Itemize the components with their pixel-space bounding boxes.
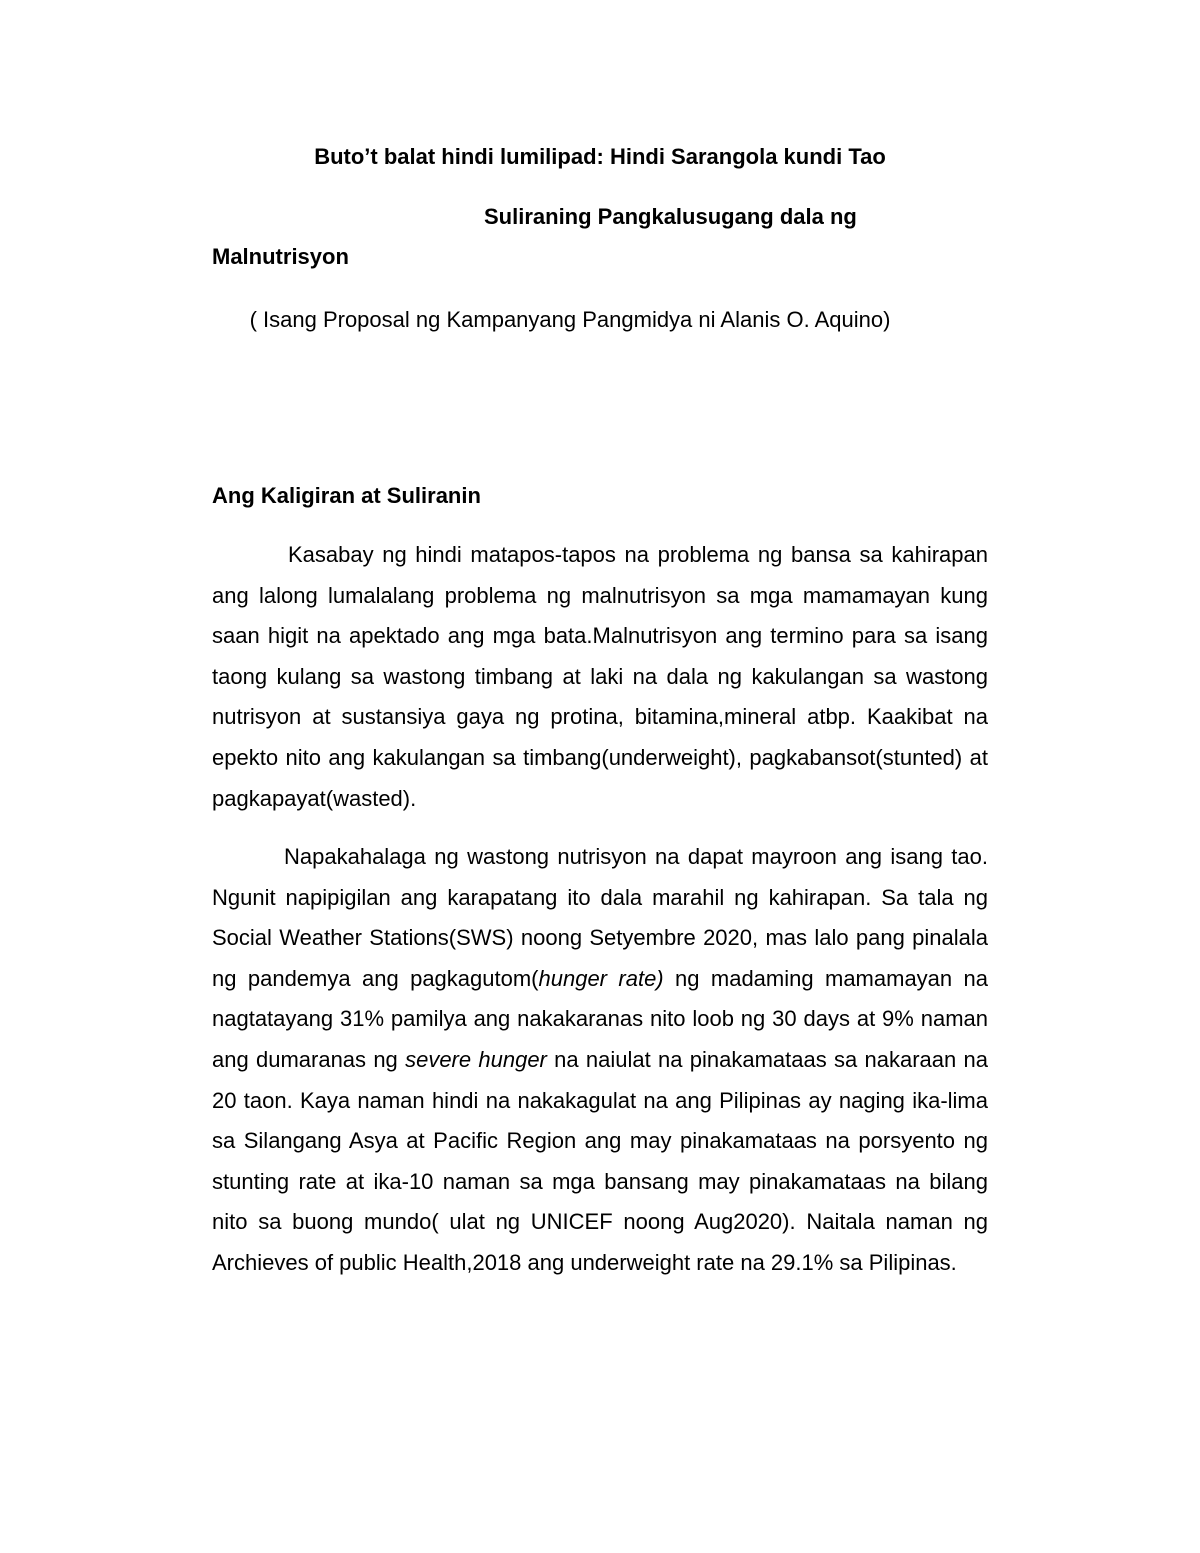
document-title: Buto’t balat hindi lumilipad: Hindi Sarangola kundi Tao xyxy=(314,144,886,169)
paragraph-2-part1: Napakahalaga ng wastong nutrisyon na dapat mayroon ang isang tao. Ngunit napipigilan ang karapatang ito dala marahil ng kahirapan. Sa tala ng Social Weather Stations(SWS) noong Setyembre 2020, mas lalo pang pinalala ng pandemya ang pagkagutom( xyxy=(212,844,988,991)
paragraph-2-text xyxy=(212,837,988,1284)
paragraph-2-italic-severe-hunger: severe hunger xyxy=(405,1046,547,1072)
paragraph-2 xyxy=(212,837,988,1284)
paragraph-1-text: Kasabay ng hindi matapos-tapos na problema ng bansa sa kahirapan ang lalong lumalalang problema ng malnutrisyon sa mga mamamayan kung saan higit na apektado ang mga bata.Malnutrisyon ang termino para sa isang taong kulang sa wastong timbang at laki na dala ng kakulangan sa wastong nutrisyon at sustansiya gaya ng protina, bitamina,mineral atbp. Kaakibat na epekto nito ang kakulangan sa timbang(underweight), pagkabansot(stunted) at pagkapayat(wasted). xyxy=(212,542,988,811)
document-subtitle-line2: Malnutrisyon xyxy=(212,244,349,269)
document-subtitle-line1: Suliraning Pangkalusugang dala ng xyxy=(484,204,857,229)
document-byline: ( Isang Proposal ng Kampanyang Pangmidya ni Alanis O. Aquino) xyxy=(249,307,891,332)
section-heading: Ang Kaligiran at Suliranin xyxy=(212,483,481,508)
paragraph-2-part3: na naiulat na pinakamataas sa nakaraan na 20 taon. Kaya naman hindi na nakakagulat na ang Pilipinas ay naging ika-lima sa Silangang Asya at Pacific Region ang may pinakamataas na porsyento ng stunting rate at ika-10 naman sa mga bansang may pinakamataas na bilang nito sa buong mundo( ulat ng UNICEF noong Aug2020). Naitala naman ng Archieves of public Health,2018 ang underweight rate na 29.1% sa Pilipinas. xyxy=(212,1046,988,1275)
paragraph-2-part2: ng madaming mamamayan na nagtatayang 31% pamilya ang nakakaranas nito loob ng 30 days at 9% naman ang dumaranas ng xyxy=(212,965,989,1072)
paragraph-2-italic-hunger-rate: hunger rate) xyxy=(538,965,664,991)
paragraph-1 xyxy=(212,535,988,819)
